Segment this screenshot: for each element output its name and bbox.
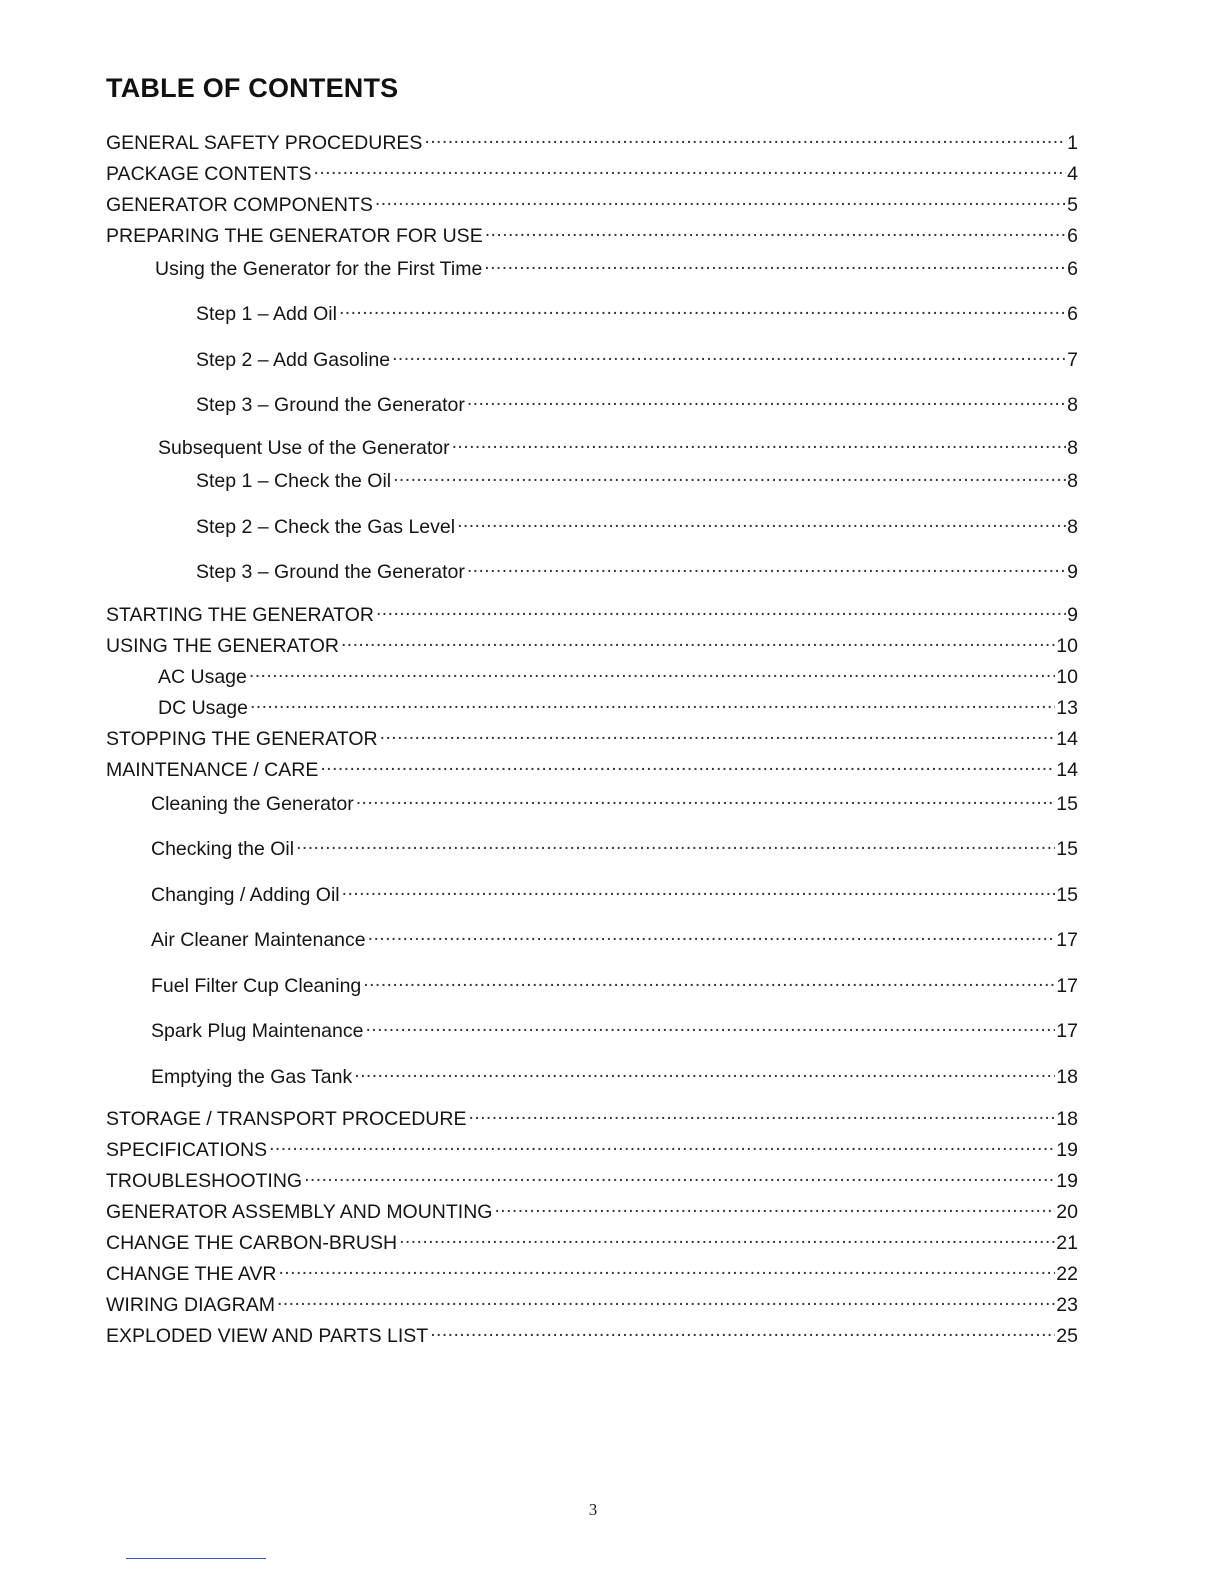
toc-dot-leader — [392, 342, 1066, 366]
toc-dot-leader — [304, 1163, 1055, 1187]
toc-dot-leader — [250, 690, 1055, 714]
toc-dot-leader — [342, 877, 1056, 901]
toc-entry-page: 5 — [1067, 194, 1078, 216]
toc-entry-specifications — [106, 1132, 1078, 1161]
toc-entry-dc-usage — [158, 690, 1078, 719]
toc-entry-page: 6 — [1067, 225, 1078, 247]
toc-entry-storage-transport — [106, 1101, 1078, 1130]
toc-dot-leader — [296, 831, 1055, 855]
toc-entry-exploded-view — [106, 1318, 1078, 1347]
toc-entry-carbon-brush — [106, 1225, 1078, 1254]
page-number: 3 — [588, 1500, 598, 1519]
toc-entry-troubleshooting — [106, 1163, 1078, 1192]
toc-dot-leader — [375, 187, 1066, 211]
toc-entry-emptying-gas-tank — [151, 1059, 1078, 1088]
toc-entry-cleaning-generator — [151, 786, 1078, 815]
toc-entry-air-cleaner — [151, 922, 1078, 951]
toc-entry-page: 9 — [1067, 561, 1078, 583]
page-title: TABLE OF CONTENTS — [106, 73, 399, 103]
toc-entry-label: WIRING DIAGRAM — [106, 1294, 275, 1316]
toc-dot-leader — [467, 387, 1066, 411]
toc-entry-page: 17 — [1056, 1020, 1078, 1042]
toc-entry-page: 8 — [1067, 516, 1078, 538]
toc-entry-label: MAINTENANCE / CARE — [106, 759, 319, 781]
toc-dot-leader — [341, 628, 1055, 652]
toc-dot-leader — [278, 1256, 1055, 1280]
toc-dot-leader — [467, 554, 1066, 578]
toc-entry-page: 9 — [1067, 604, 1078, 626]
toc-entry-page: 10 — [1056, 635, 1078, 657]
toc-entry-label: DC Usage — [158, 697, 248, 719]
toc-entry-page: 17 — [1056, 975, 1078, 997]
scan-artifact-line — [126, 1558, 266, 1559]
toc-entry-label: GENERATOR ASSEMBLY AND MOUNTING — [106, 1201, 493, 1223]
toc-entry-page: 15 — [1056, 884, 1078, 906]
toc-entry-label: PACKAGE CONTENTS — [106, 163, 312, 185]
toc-entry-label: EXPLODED VIEW AND PARTS LIST — [106, 1325, 429, 1347]
toc-dot-leader — [376, 597, 1066, 621]
toc-entry-label: Changing / Adding Oil — [151, 884, 340, 906]
toc-dot-leader — [494, 1194, 1055, 1218]
toc-dot-leader — [399, 1225, 1055, 1249]
toc-entry-label: GENERAL SAFETY PROCEDURES — [106, 132, 423, 154]
toc-dot-leader — [314, 156, 1067, 180]
toc-entry-stopping-generator — [106, 721, 1078, 750]
toc-dot-leader — [484, 251, 1066, 275]
toc-entry-starting-generator — [106, 597, 1078, 626]
toc-entry-label: Cleaning the Generator — [151, 793, 354, 815]
toc-entry-subsequent-use — [158, 430, 1078, 459]
toc-entry-spark-plug — [151, 1013, 1078, 1042]
toc-entry-page: 15 — [1056, 838, 1078, 860]
toc-entry-page: 15 — [1056, 793, 1078, 815]
toc-dot-leader — [365, 1013, 1055, 1037]
toc-entry-page: 10 — [1056, 666, 1078, 688]
toc-entry-page: 19 — [1056, 1139, 1078, 1161]
toc-entry-label: Subsequent Use of the Generator — [158, 437, 450, 459]
toc-entry-label: Step 3 – Ground the Generator — [196, 394, 465, 416]
toc-dot-leader — [363, 968, 1055, 992]
toc-dot-leader — [249, 659, 1055, 683]
toc-entry-page: 6 — [1067, 303, 1078, 325]
toc-entry-label: Step 2 – Add Gasoline — [196, 349, 391, 371]
toc-entry-fuel-filter-cup — [151, 968, 1078, 997]
toc-entry-check-oil — [196, 463, 1078, 492]
toc-entry-page: 21 — [1056, 1232, 1078, 1254]
toc-entry-page: 1 — [1067, 132, 1078, 154]
toc-entry-label: USING THE GENERATOR — [106, 635, 339, 657]
toc-dot-leader — [468, 1101, 1055, 1125]
toc-entry-changing-adding-oil — [151, 877, 1078, 906]
toc-entry-assembly-mounting — [106, 1194, 1078, 1223]
toc-entry-page: 23 — [1056, 1294, 1078, 1316]
toc-entry-ground-generator-subsequent — [196, 554, 1078, 583]
toc-dot-leader — [277, 1287, 1055, 1311]
toc-entry-label: Step 1 – Add Oil — [196, 303, 337, 325]
toc-entry-generator-components — [106, 187, 1078, 216]
toc-entry-label: Spark Plug Maintenance — [151, 1020, 364, 1042]
toc-dot-leader — [368, 922, 1056, 946]
toc-dot-leader — [452, 430, 1067, 454]
toc-entry-label: GENERATOR COMPONENTS — [106, 194, 373, 216]
toc-entry-first-time — [155, 251, 1078, 280]
toc-entry-page: 4 — [1067, 163, 1078, 185]
toc-entry-label: PREPARING THE GENERATOR FOR USE — [106, 225, 483, 247]
toc-entry-label: Checking the Oil — [151, 838, 295, 860]
toc-entry-label: Using the Generator for the First Time — [155, 258, 483, 280]
toc-entry-page: 25 — [1056, 1325, 1078, 1347]
toc-entry-page: 14 — [1056, 759, 1078, 781]
toc-dot-leader — [430, 1318, 1055, 1342]
toc-entry-ground-generator-first — [196, 387, 1078, 416]
toc-entry-page: 13 — [1056, 697, 1078, 719]
toc-entry-label: CHANGE THE AVR — [106, 1263, 277, 1285]
toc-entry-label: Step 2 – Check the Gas Level — [196, 516, 456, 538]
toc-entry-wiring-diagram — [106, 1287, 1078, 1316]
toc-entry-change-avr — [106, 1256, 1078, 1285]
toc-entry-page: 17 — [1056, 929, 1078, 951]
toc-entry-label: AC Usage — [158, 666, 247, 688]
toc-entry-add-gasoline — [196, 342, 1078, 371]
toc-entry-label: STORAGE / TRANSPORT PROCEDURE — [106, 1108, 467, 1130]
toc-entry-label: Step 1 – Check the Oil — [196, 470, 392, 492]
toc-entry-label: Step 3 – Ground the Generator — [196, 561, 465, 583]
toc-entry-page: 20 — [1056, 1201, 1078, 1223]
toc-dot-leader — [393, 463, 1066, 487]
toc-entry-using-generator — [106, 628, 1078, 657]
toc-entry-label: Fuel Filter Cup Cleaning — [151, 975, 362, 997]
toc-entry-check-gas-level — [196, 509, 1078, 538]
toc-dot-leader — [269, 1132, 1055, 1156]
toc-entry-add-oil — [196, 296, 1078, 325]
toc-entry-label: SPECIFICATIONS — [106, 1139, 268, 1161]
toc-dot-leader — [485, 218, 1066, 242]
toc-dot-leader — [356, 786, 1056, 810]
toc-dot-leader — [380, 721, 1056, 745]
toc-entry-page: 8 — [1067, 437, 1078, 459]
toc-entry-page: 8 — [1067, 470, 1078, 492]
toc-entry-preparing-generator — [106, 218, 1078, 247]
toc-entry-label: TROUBLESHOOTING — [106, 1170, 303, 1192]
toc-entry-page: 22 — [1056, 1263, 1078, 1285]
toc-entry-page: 7 — [1067, 349, 1078, 371]
toc-dot-leader — [354, 1059, 1055, 1083]
toc-entry-page: 18 — [1056, 1066, 1078, 1088]
toc-entry-label: STARTING THE GENERATOR — [106, 604, 374, 626]
toc-entry-page: 8 — [1067, 394, 1078, 416]
toc-entry-page: 14 — [1056, 728, 1078, 750]
toc-dot-leader — [457, 509, 1066, 533]
toc-entry-page: 18 — [1056, 1108, 1078, 1130]
toc-entry-page: 6 — [1067, 258, 1078, 280]
toc-dot-leader — [320, 752, 1055, 776]
toc-entry-maintenance-care — [106, 752, 1078, 781]
toc-entry-package-contents — [106, 156, 1078, 185]
toc-entry-ac-usage — [158, 659, 1078, 688]
toc-entry-label: Air Cleaner Maintenance — [151, 929, 366, 951]
toc-entry-general-safety — [106, 125, 1078, 154]
toc-dot-leader — [424, 125, 1066, 149]
toc-entry-checking-oil — [151, 831, 1078, 860]
toc-entry-page: 19 — [1056, 1170, 1078, 1192]
toc-dot-leader — [339, 296, 1066, 320]
toc-entry-label: CHANGE THE CARBON-BRUSH — [106, 1232, 398, 1254]
toc-entry-label: Emptying the Gas Tank — [151, 1066, 353, 1088]
toc-entry-label: STOPPING THE GENERATOR — [106, 728, 378, 750]
